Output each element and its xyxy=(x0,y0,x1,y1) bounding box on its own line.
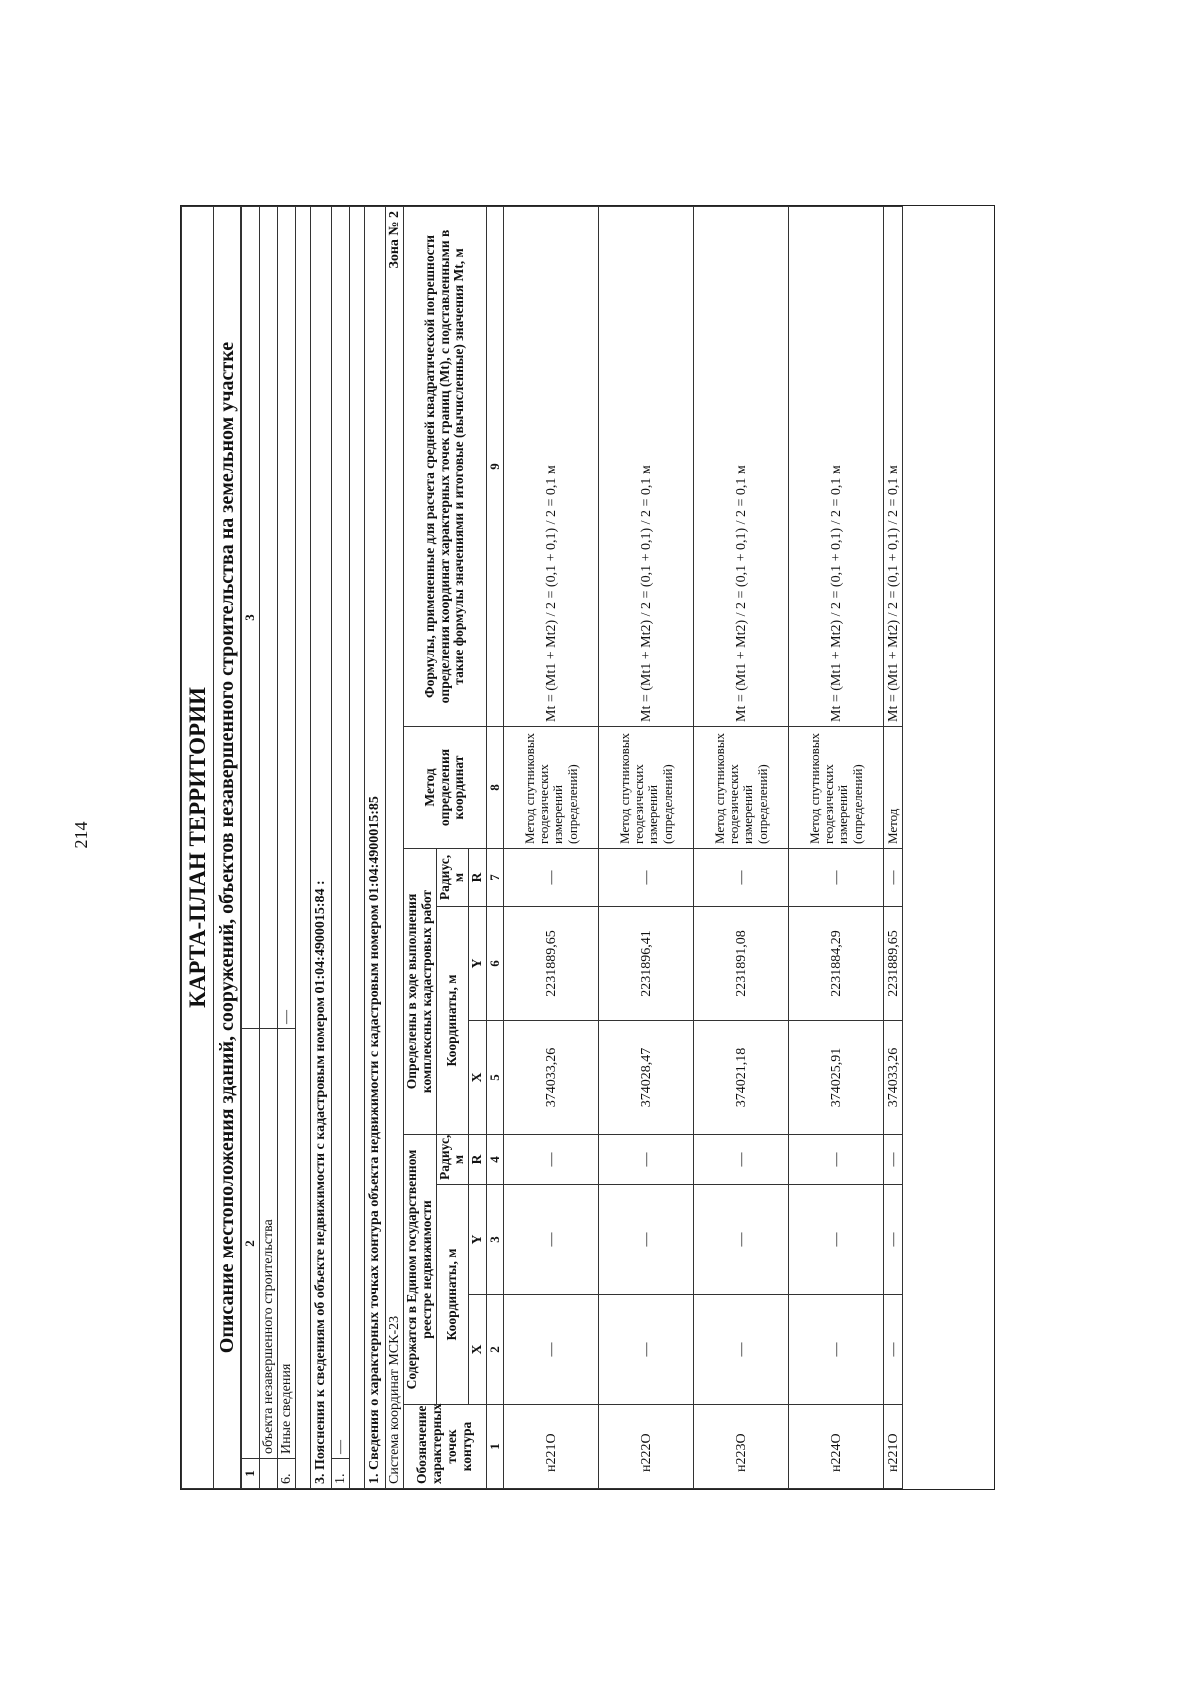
egrn-y-cell: — xyxy=(789,1185,884,1295)
zone-label: Зона № 2 xyxy=(386,211,402,269)
table-row xyxy=(277,207,295,1489)
point-id-cell: н221О xyxy=(504,1405,599,1489)
egrn-r-cell: — xyxy=(504,1135,599,1185)
col-index: 3 xyxy=(242,207,259,1029)
table-cell xyxy=(259,1459,277,1489)
section1-heading: 1. Сведения о характерных точках контура объекта недвижимости с кадастровым номером 01:04:4900015:85 xyxy=(365,207,385,1489)
rotated-sheet-holder xyxy=(180,205,1200,1484)
table-cell: 6. xyxy=(277,1459,295,1489)
section3-table xyxy=(310,206,350,1489)
buildings-table xyxy=(241,206,296,1489)
table-row xyxy=(884,207,903,1489)
buildings-table-index-row xyxy=(242,207,259,1489)
method-cell: Метод спутниковых геодезических измерений (определений) xyxy=(599,727,694,849)
egrn-x-cell: — xyxy=(599,1295,694,1405)
formula-cell: Mt = (Mt1 + Mt2) / 2 = (0,1 + 0,1) / 2 = 0,1 м xyxy=(599,207,694,727)
table-row xyxy=(599,207,694,1489)
section3-heading: 3. Пояснения к сведениям об объекте недвижимости с кадастровым номером 01:04:4900015:84 : xyxy=(311,207,331,1489)
col-index: 6 xyxy=(487,907,504,1021)
section3-row-number: 1. xyxy=(331,1459,349,1489)
header-point: Обозначение характерных точек контура xyxy=(403,1405,486,1489)
header-radius-egrn: Радиус, м xyxy=(436,1135,469,1185)
col-index: 2 xyxy=(242,1029,259,1459)
coord-y-cell: 2231884,29 xyxy=(789,907,884,1021)
column-index-row xyxy=(487,207,504,1489)
header-coords-kadastr: Координаты, м xyxy=(436,907,469,1135)
egrn-y-cell: — xyxy=(884,1185,903,1295)
coord-y-cell: 2231889,65 xyxy=(504,907,599,1021)
header-formula: Формулы, примененные для расчета средней квадратической погрешности определения координат характерных точек границ (Mt), с подставленными в такие формулы значениями и итоговые (вычисленные) значения Mt, м xyxy=(403,207,486,727)
egrn-x-cell: — xyxy=(789,1295,884,1405)
header-egrn: Содержатся в Едином государственном реестре недвижимости xyxy=(403,1135,436,1405)
method-cell: Метод xyxy=(884,727,903,849)
coord-x-cell: 374025,91 xyxy=(789,1021,884,1135)
point-id-cell: н223О xyxy=(694,1405,789,1489)
coord-r-cell: — xyxy=(694,849,789,907)
header-kadastr: Определены в ходе выполнения комплексных кадастровых работ xyxy=(403,849,436,1135)
table-cell: — xyxy=(277,207,295,1029)
table-cell: объекта незавершенного строительства xyxy=(259,1029,277,1459)
egrn-r-cell: — xyxy=(599,1135,694,1185)
method-cell: Метод спутниковых геодезических измерений (определений) xyxy=(504,727,599,849)
formula-cell: Mt = (Mt1 + Mt2) / 2 = (0,1 + 0,1) / 2 = 0,1 м xyxy=(789,207,884,727)
cadastral-sheet xyxy=(180,205,995,1490)
egrn-r-cell: — xyxy=(694,1135,789,1185)
table-row xyxy=(789,207,884,1489)
formula-cell: Mt = (Mt1 + Mt2) / 2 = (0,1 + 0,1) / 2 = 0,1 м xyxy=(884,207,903,727)
point-id-cell: н222О xyxy=(599,1405,694,1489)
sheet-subtitle: Описание местоположения зданий, сооружений, объектов незавершенного строительства на земельном участке xyxy=(214,206,241,1489)
coordinate-system: Система координат МСК-23 xyxy=(386,1315,402,1484)
coord-r-cell: — xyxy=(504,849,599,907)
coord-y-cell: 2231889,65 xyxy=(884,907,903,1021)
egrn-r-cell: — xyxy=(789,1135,884,1185)
coord-r-cell: — xyxy=(789,849,884,907)
point-id-cell: н221О xyxy=(884,1405,903,1489)
method-cell: Метод спутниковых геодезических измерений (определений) xyxy=(694,727,789,849)
table-row xyxy=(259,207,277,1489)
col-index: 4 xyxy=(487,1135,504,1185)
spacer xyxy=(350,206,364,1489)
coord-x-cell: 374021,18 xyxy=(694,1021,789,1135)
sheet-title: КАРТА-ПЛАН ТЕРРИТОРИИ xyxy=(181,206,214,1489)
section3-row-value: — xyxy=(331,207,349,1459)
point-id-cell: н224О xyxy=(789,1405,884,1489)
coord-y-cell: 2231891,08 xyxy=(694,907,789,1021)
coord-x-cell: 374028,47 xyxy=(599,1021,694,1135)
col-index: 1 xyxy=(487,1405,504,1489)
page-number: 214 xyxy=(71,821,91,849)
header-x: X xyxy=(469,1021,487,1135)
header-y: Y xyxy=(469,1185,487,1295)
points-table xyxy=(364,206,903,1489)
table-cell: Иные сведения xyxy=(277,1029,295,1459)
col-index: 7 xyxy=(487,849,504,907)
egrn-y-cell: — xyxy=(694,1185,789,1295)
header-r: R xyxy=(469,1135,487,1185)
table-cell xyxy=(259,207,277,1029)
formula-cell: Mt = (Mt1 + Mt2) / 2 = (0,1 + 0,1) / 2 = 0,1 м xyxy=(504,207,599,727)
header-r: R xyxy=(469,849,487,907)
header-coords-egrn: Координаты, м xyxy=(436,1185,469,1405)
col-index: 1 xyxy=(242,1459,259,1489)
col-index: 5 xyxy=(487,1021,504,1135)
coordinate-system-row xyxy=(385,207,403,1489)
table-row xyxy=(504,207,599,1489)
egrn-x-cell: — xyxy=(884,1295,903,1405)
col-index: 9 xyxy=(487,207,504,727)
egrn-r-cell: — xyxy=(884,1135,903,1185)
header-y: Y xyxy=(469,907,487,1021)
header-radius-kadastr: Радиус, м xyxy=(436,849,469,907)
egrn-y-cell: — xyxy=(504,1185,599,1295)
table-row xyxy=(694,207,789,1489)
spacer xyxy=(296,206,310,1489)
header-x: X xyxy=(469,1295,487,1405)
coord-x-cell: 374033,26 xyxy=(504,1021,599,1135)
col-index: 8 xyxy=(487,727,504,849)
coord-y-cell: 2231896,41 xyxy=(599,907,694,1021)
egrn-y-cell: — xyxy=(599,1185,694,1295)
coord-r-cell: — xyxy=(599,849,694,907)
coord-x-cell: 374033,26 xyxy=(884,1021,903,1135)
formula-cell: Mt = (Mt1 + Mt2) / 2 = (0,1 + 0,1) / 2 = 0,1 м xyxy=(694,207,789,727)
points-body xyxy=(504,207,903,1489)
method-cell: Метод спутниковых геодезических измерений (определений) xyxy=(789,727,884,849)
col-index: 2 xyxy=(487,1295,504,1405)
coord-r-cell: — xyxy=(884,849,903,907)
header-method: Метод определения координат xyxy=(403,727,486,849)
egrn-x-cell: — xyxy=(694,1295,789,1405)
egrn-x-cell: — xyxy=(504,1295,599,1405)
col-index: 3 xyxy=(487,1185,504,1295)
